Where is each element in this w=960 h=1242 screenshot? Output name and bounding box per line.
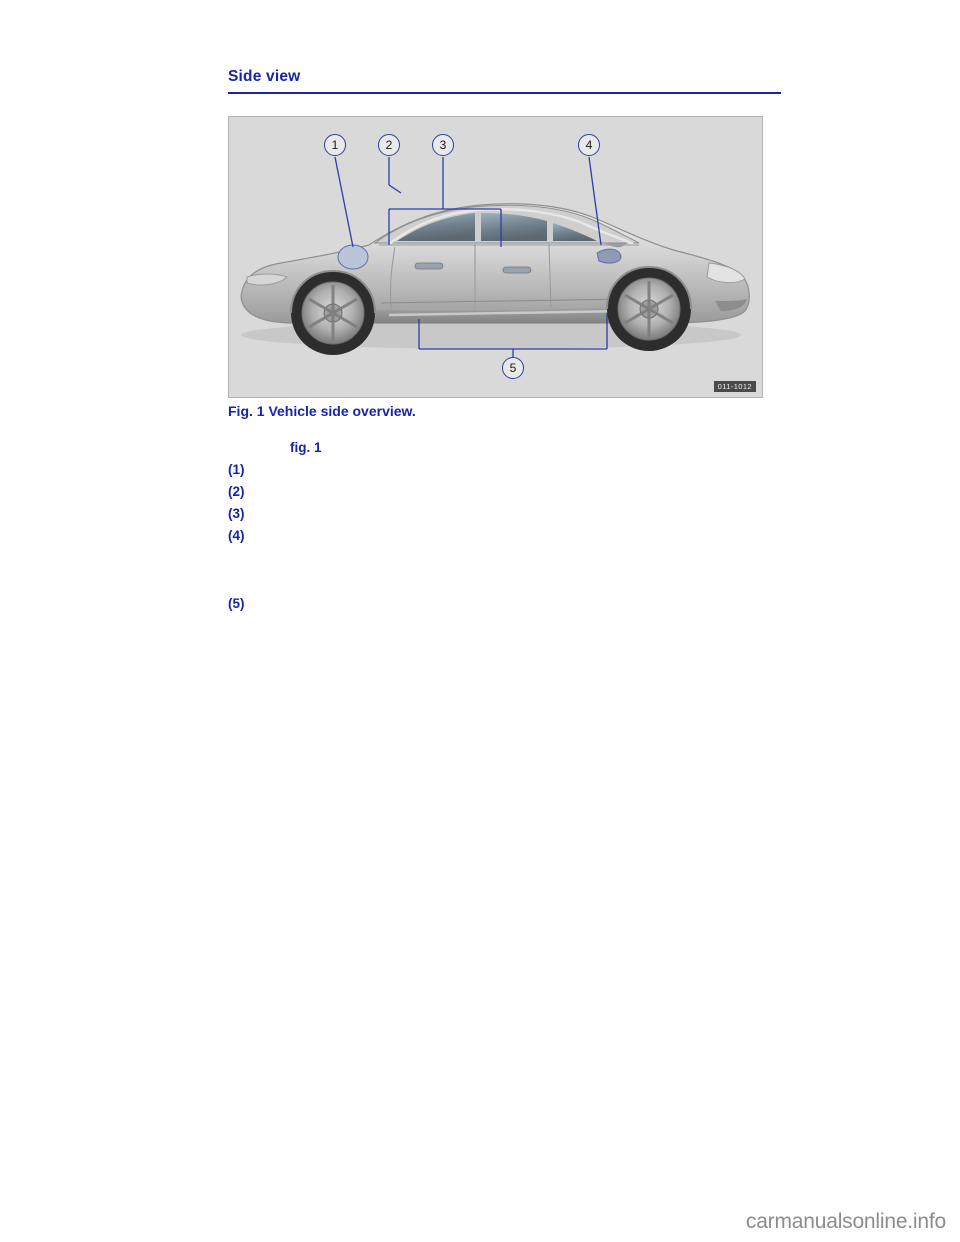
title-divider [228,92,781,94]
callout-1: 1 [324,134,346,156]
figure-image [229,117,762,397]
list-item: (1) [228,462,245,477]
figure-reference: fig. 1 [290,440,322,455]
list-item: (2) [228,484,245,499]
list-item: (4) [228,528,245,543]
list-item: (5) [228,596,245,611]
callout-4: 4 [578,134,600,156]
figure-code-label: 011-1012 [714,381,756,392]
callout-3: 3 [432,134,454,156]
vehicle-illustration [229,117,762,397]
site-watermark: carmanualsonline.info [745,1210,946,1233]
callout-5: 5 [502,357,524,379]
list-item: (3) [228,506,245,521]
figure-vehicle-side-view [228,116,763,398]
callout-2: 2 [378,134,400,156]
page-title: Side view [228,68,301,85]
figure-caption: Fig. 1 Vehicle side overview. [228,403,416,419]
